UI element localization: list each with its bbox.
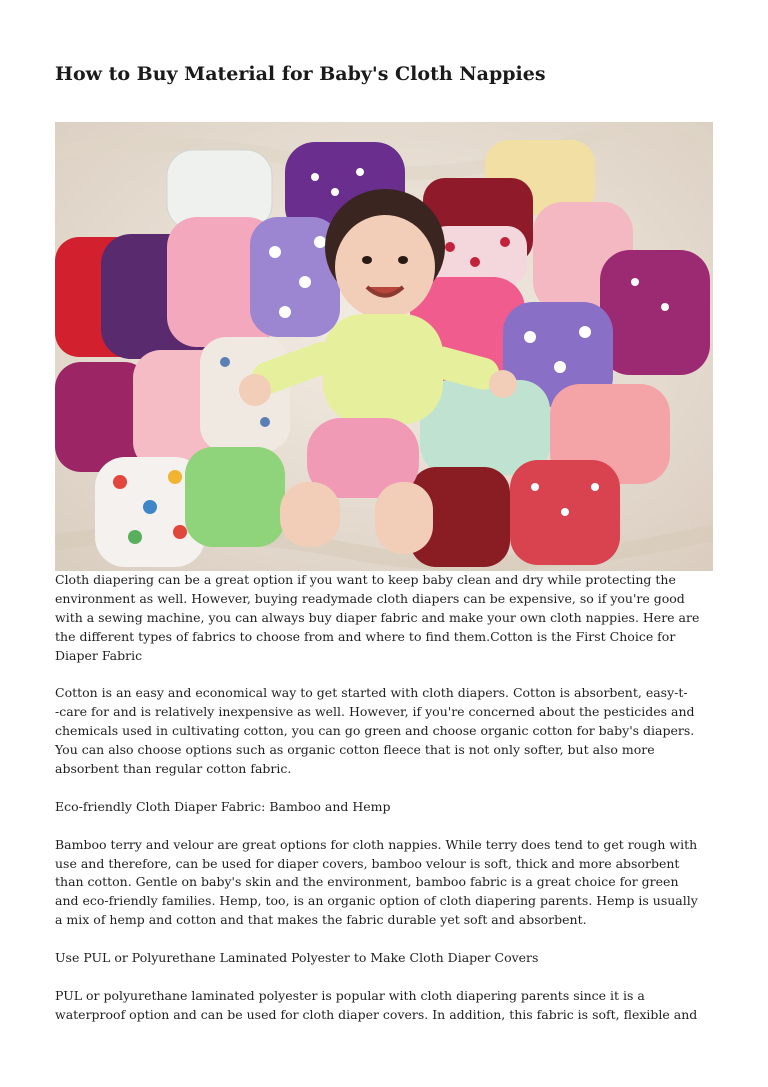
baby-nappies-photo <box>55 122 713 571</box>
nappy-magenta-right <box>600 250 710 375</box>
article-body <box>55 571 717 1044</box>
subheading-bamboo-hemp: Eco-friendly Cloth Diaper Fabric: Bamboo and Hemp <box>55 798 391 814</box>
paragraph-intro: Cloth diapering can be a great option if you want to keep baby clean and dry while protecting the environment as well. However, buying readymade cloth diapers can be expensive, so if you're good with a sewing machine, you can always buy diaper fabric and make your own cloth nappies. Here are the different types of fabrics to choose from and where to find them.Cotton is the First Choice for Diaper Fabric <box>55 572 700 663</box>
paragraph-bamboo-hemp: Bamboo terry and velour are great options for cloth nappies. While terry does tend to get rough with use and therefore, can be used for diaper covers, bamboo velour is soft, thick and more absorbent than cotton. Gentle on baby's skin and the environment, bamboo fabric is a great choice for green and eco-friendly families. Hemp, too, is an organic option of cloth diapering parents. Hemp is usually a mix of hemp and cotton and that makes the fabric durable yet soft and absorbent. <box>55 836 698 928</box>
paragraph-pul: PUL or polyurethane laminated polyester is popular with cloth diapering parents since it is a waterproof option and can be used for cloth diaper covers. In addition, this fabric is soft, flexible and <box>55 987 698 1022</box>
subheading-pul: Use PUL or Polyurethane Laminated Polyester to Make Cloth Diaper Covers <box>55 950 539 966</box>
paragraph-cotton: Cotton is an easy and economical way to get started with cloth diapers. Cotton is absorbent, easy-t- -care for and is relatively inexpensive as well. However, if you're concerned about the pesticides and chemicals used in cultivating cotton, you can go green and choose organic cotton for baby's diapers. You can also choose options such as organic cotton fleece that is not only softer, but also more absorbent than regular cotton fabric. <box>55 685 695 777</box>
nappy-red-bottom <box>510 460 620 565</box>
photo-illustration <box>55 122 713 571</box>
nappy-green <box>185 447 285 547</box>
page-title: How to Buy Material for Baby's Cloth Nappies <box>55 63 546 85</box>
